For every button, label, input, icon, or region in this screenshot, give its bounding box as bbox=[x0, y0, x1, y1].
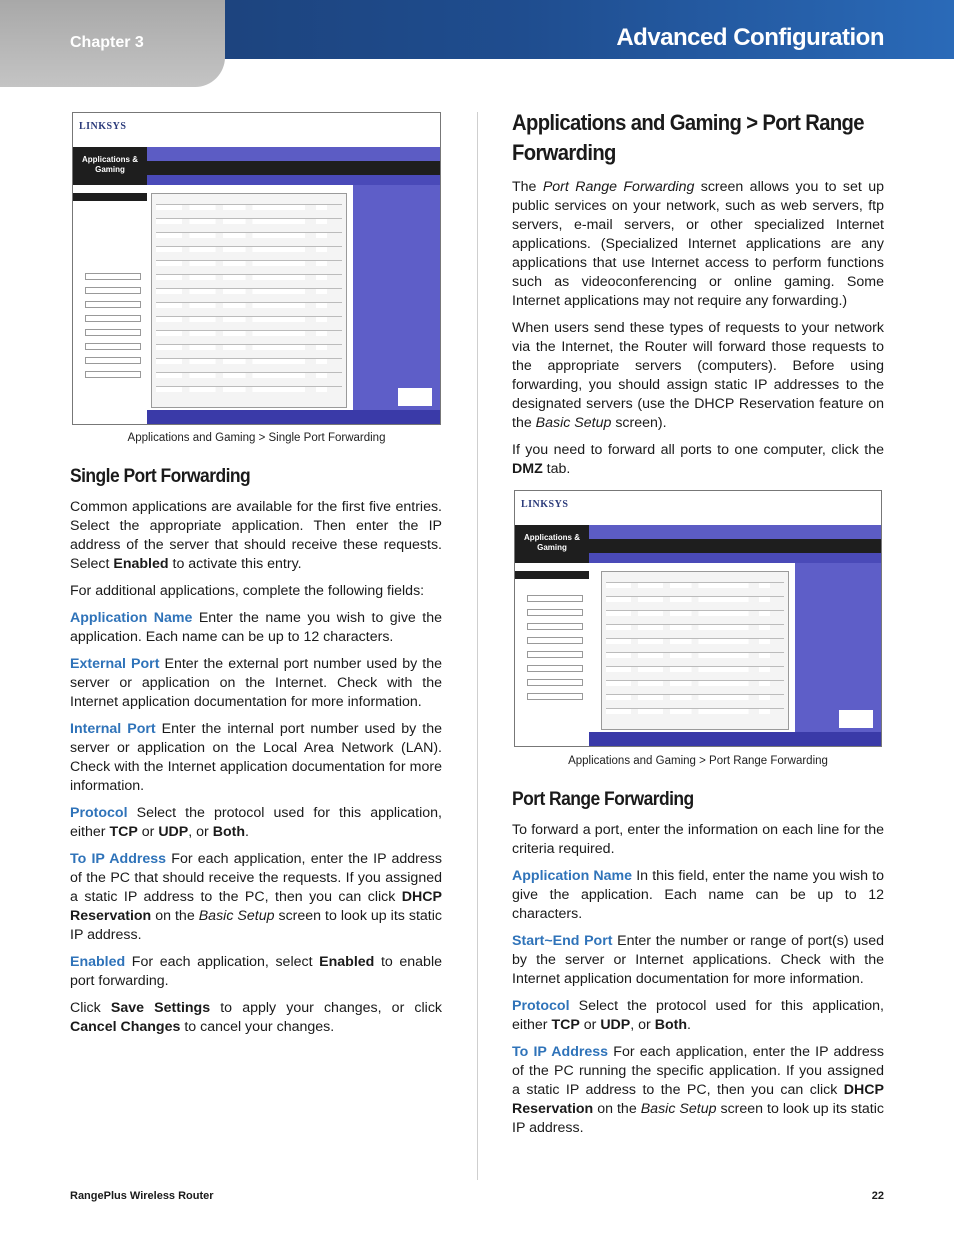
def-to-ip-address: To IP Address For each application, enter the IP address of the PC that should receive the requests. If you assigned a static IP address to the PC, then you can click DHCP Reservation on the Basic Setup screen to look up its static IP address. bbox=[70, 851, 442, 943]
para-requests: When users send these types of requests to your network via the Internet, the Router will forward those requests to the appropriate servers (computers). Before using forwarding, you should assign static IP addresses to the designated servers (use the DHCP Reservation feature on the Basic Setup screen). bbox=[512, 320, 884, 431]
def-start-end-port: Start~End Port Enter the number or range of port(s) used by the server or Internet applications. Check with the Internet application documentation for more information. bbox=[512, 933, 884, 987]
heading-port-range: Applications and Gaming > Port Range Forwarding bbox=[512, 110, 864, 165]
right-column-bottom bbox=[512, 790, 884, 1146]
cisco-logo bbox=[398, 388, 432, 406]
para-dmz: If you need to forward all ports to one computer, click the DMZ tab. bbox=[512, 442, 884, 477]
chapter-label: Chapter 3 bbox=[70, 34, 144, 51]
caption-single-port: Applications and Gaming > Single Port Forwarding bbox=[127, 432, 386, 444]
heading-port-range-forwarding: Port Range Forwarding bbox=[512, 789, 694, 810]
linksys-logo: LINKSYS bbox=[79, 121, 127, 132]
linksys-logo: LINKSYS bbox=[521, 499, 569, 510]
screenshot-port-range-forwarding bbox=[514, 490, 882, 747]
page-title: Advanced Configuration bbox=[616, 24, 884, 51]
screenshot-single-port-forwarding bbox=[72, 112, 441, 425]
para-port-range-intro: The Port Range Forwarding screen allows you to set up public services on your network, such as web servers, ftp servers, e-mail servers, or other specialized Internet applications. (Specialized Internet applications are any applications that use Internet access to perform functions such as videoconferencing or online gaming. Some Internet applications may not require any forwarding.) bbox=[512, 179, 884, 309]
def-range-application-name: Application Name In this field, enter the name you wish to give the application. Each name can be up to 12 characters. bbox=[512, 868, 884, 922]
column-divider bbox=[477, 112, 478, 1180]
def-range-protocol: Protocol Select the protocol used for this application, either TCP or UDP, or Both. bbox=[512, 998, 884, 1033]
screenshot-section-label: Applications & Gaming bbox=[81, 155, 138, 174]
screenshot-section-label: Applications & Gaming bbox=[523, 533, 580, 552]
left-column bbox=[70, 467, 442, 1045]
right-column-top bbox=[512, 108, 884, 487]
para-common-apps: Common applications are available for the first five entries. Select the appropriate application. Then enter the IP address of the server that should receive these requests. Select Enabled to activate this entry. bbox=[70, 499, 442, 572]
para-save-settings: Click Save Settings to apply your changes, or click Cancel Changes to cancel your changes. bbox=[70, 1000, 443, 1035]
cisco-logo bbox=[839, 710, 873, 728]
def-enabled: Enabled For each application, select Enabled to enable port forwarding. bbox=[70, 954, 442, 989]
para-forward-port: To forward a port, enter the information on each line for the criteria required. bbox=[512, 822, 884, 857]
footer-page-number: 22 bbox=[871, 1190, 884, 1202]
def-application-name: Application Name Enter the name you wish to give the application. Each name can be up to 12 characters. bbox=[70, 610, 443, 645]
def-external-port: External Port Enter the external port number used by the server or application on the Internet. Check with the Internet application documentation for more information. bbox=[70, 656, 442, 710]
def-protocol: Protocol Select the protocol used for this application, either TCP or UDP, or Both. bbox=[70, 805, 442, 840]
heading-single-port: Single Port Forwarding bbox=[70, 466, 251, 487]
def-range-to-ip: To IP Address For each application, enter the IP address of the PC running the specific application. If you assigned a static IP address to the PC, then you can click DHCP Reservation on the Basic Setup screen to look up its static IP address. bbox=[512, 1044, 884, 1136]
para-additional: For additional applications, complete the following fields: bbox=[70, 583, 425, 599]
footer-product: RangePlus Wireless Router bbox=[70, 1190, 214, 1202]
caption-port-range: Applications and Gaming > Port Range Forwarding bbox=[568, 755, 828, 767]
def-internal-port: Internal Port Enter the internal port number used by the server or application on the Local Area Network (LAN). Check with the Internet application documentation for more information. bbox=[70, 721, 442, 794]
